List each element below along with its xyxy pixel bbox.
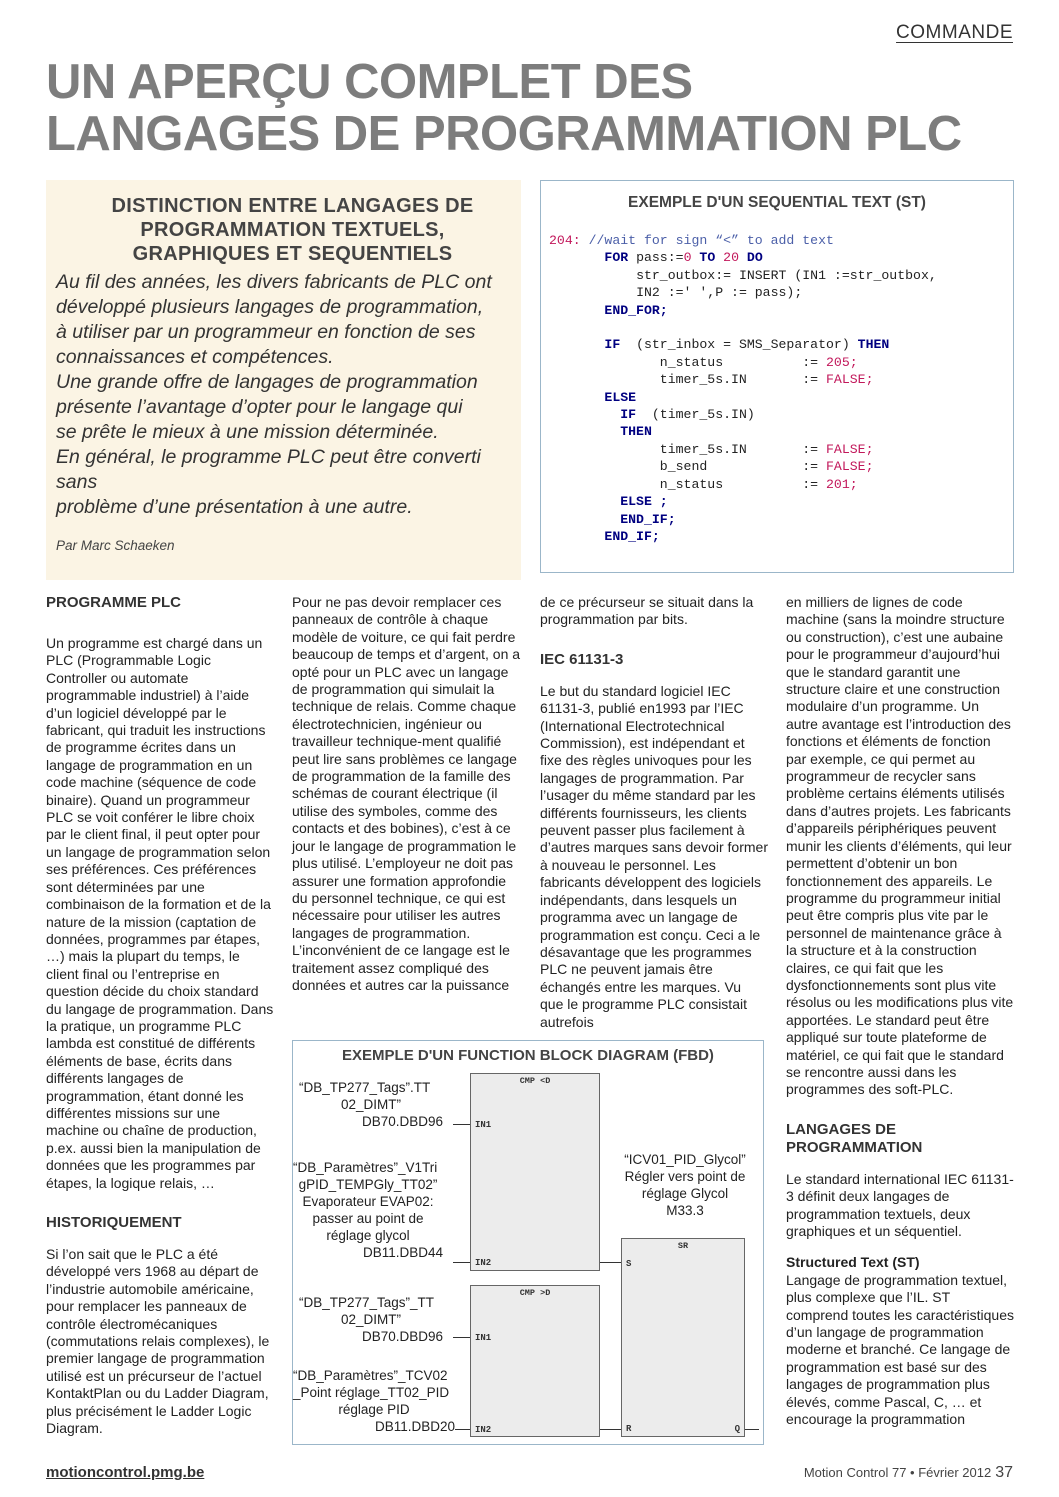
intro-line: se prête le mieux à une mission déterminée. (56, 421, 439, 443)
fbd-label-line: “DB_TP277_Tags”_TT (299, 1295, 435, 1310)
section-heading: HISTORIQUEMENT (46, 1214, 182, 1231)
section-tag: COMMANDE (896, 22, 1013, 43)
section-heading-line1: LANGAGES DE (786, 1120, 897, 1138)
fbd-label-line: “DB_Paramètres”_TCV02 (293, 1368, 448, 1383)
fbd-label-line: passer au point de (312, 1211, 424, 1226)
fbd-label-line: DB70.DBD96 (361, 1114, 443, 1129)
paragraph: en milliers de lignes de code machine (sans la moindre structure ou construction), c’est une aubaine pour le programmeur d’aujourd’hui que le standard garantit une structure claire et une construction modulaire d’un programme. Un autre avantage est l’introduction des fonctions et éléments de fonction par exemple, ce qui permet au programmeur de recycler sans problème certains éléments utilisés dans d’autres projets. Les fabricants d’appareils périphériques peuvent munir les clients d’éléments, qui leur permettent d’obtenir un bon fonctionnement des appareils. Le programme du programmeur initial peut être compris plus vite par le personnel de maintenance grâce à la structure et à la construction claires, ce qui fait que les dysfonctionnements sont plus vite résolus ou les modifications plus vite apportées. Le standard peut être appliqué sur toute plateforme de matériel, ce qui fait que le standard se rencontre aussi dans les programmes des soft-PLC. (786, 594, 1014, 1098)
footer-issue-info (804, 1464, 1013, 1482)
block-title: CMP <D (519, 1076, 551, 1086)
code-keyword: THEN (857, 337, 890, 353)
fbd-label-line: réglage PID (338, 1402, 410, 1417)
intro-line: Une grande offre de langages de programmation (56, 371, 478, 393)
fbd-wire (600, 1262, 621, 1263)
intro-line: à utiliser par un programmeur en fonction de ses (56, 321, 476, 343)
intro-line: présente l’avantage d’opter pour le langage qui (56, 396, 463, 418)
fbd-wire (455, 1429, 470, 1430)
paragraph: Le standard international IEC 61131-3 définit deux langages de programmation textuels, deux graphiques et un séquentiel. (786, 1170, 1014, 1239)
fbd-example-title: EXEMPLE D'UN FUNCTION BLOCK DIAGRAM (FBD) (342, 1047, 714, 1064)
fbd-label-line: réglage glycol (326, 1228, 410, 1243)
code-text: b_send (659, 459, 708, 475)
code-number: FALSE; (826, 372, 874, 388)
intro-line: Au fil des années, les divers fabricants de PLC ont (56, 271, 492, 293)
sub-heading: Structured Text (ST) (786, 1254, 920, 1271)
paragraph: de ce précurseur se situait dans la programmation par bits. (540, 594, 754, 628)
code-keyword: IF (620, 407, 637, 423)
intro-line: problème d’une présentation à une autre. (56, 496, 413, 518)
code-text: := (802, 441, 819, 457)
fbd-label-line: “ICV01_PID_Glycol” (624, 1152, 746, 1167)
code-keyword: END_FOR; (604, 302, 668, 318)
fbd-label-line: gPID_TEMPGly_TT02” (298, 1177, 438, 1192)
fbd-wire (453, 1337, 470, 1338)
fbd-wire (745, 1429, 759, 1430)
section-heading-line2: PROGRAMMATION (786, 1138, 923, 1156)
pin-label: IN1 (475, 1120, 492, 1130)
code-number: FALSE; (826, 459, 874, 475)
intro-heading-line3: GRAPHIQUES ET SEQUENTIELS (132, 243, 453, 265)
fbd-label-line: DB11.DBD20 (374, 1419, 455, 1434)
code-keyword: DO (746, 250, 763, 266)
code-text: := (802, 354, 819, 370)
fbd-label-line: réglage Glycol (641, 1186, 729, 1201)
fbd-label-line: Régler vers point de (624, 1169, 746, 1184)
code-text: (timer_5s.IN) (651, 407, 755, 423)
pin-label: IN2 (475, 1258, 492, 1268)
fbd-operand-label (299, 1294, 443, 1345)
intro-text (56, 270, 521, 520)
code-number: FALSE; (826, 441, 874, 457)
page-number: 37 (995, 1464, 1013, 1481)
section-heading: IEC 61131-3 (540, 650, 624, 668)
page-title-line2: LANGAGES DE PROGRAMMATION PLC (46, 107, 962, 161)
fbd-operand-label (293, 1159, 443, 1261)
paragraph: Langage de programmation textuel, plus complexe que l’IL. ST comprend toutes les caractéristiques d’un langage de programmation moderne et branché. Ce langage de programmation est basé sur des langages de programmation plus élevés, comme Pascal, C, … et encourage la programmation (786, 1271, 1014, 1428)
footer-website-link[interactable]: motioncontrol.pmg.be (46, 1464, 205, 1481)
fbd-label-line: DB70.DBD96 (361, 1329, 443, 1344)
code-keyword: TO (699, 250, 716, 266)
section-heading: PROGRAMME PLC (46, 594, 181, 611)
pin-label: IN2 (475, 1425, 492, 1435)
fbd-wire (453, 1124, 470, 1125)
code-keyword: ELSE (604, 389, 637, 405)
footer-issue: Motion Control 77 • Février 2012 (803, 1465, 992, 1480)
code-keyword: END_IF; (604, 528, 660, 544)
sr-flipflop-block (621, 1238, 745, 1437)
intro-heading-line2: PROGRAMMATION TEXTUELS, (140, 219, 445, 241)
code-text: timer_5s.IN (659, 441, 747, 457)
code-keyword: THEN (620, 424, 652, 440)
page-title-line1: UN APERÇU COMPLET DES (46, 55, 693, 109)
intro-line: développé plusieurs langages de programmation, (56, 296, 484, 318)
code-text: := (802, 372, 819, 388)
pin-label: S (626, 1259, 632, 1269)
intro-heading (56, 194, 509, 266)
fbd-example-box (292, 1040, 764, 1445)
fbd-operand-label (293, 1367, 455, 1435)
paragraph: Le but du standard logiciel IEC 61131-3, publié en1993 par l’IEC (International Electrotechnical Commission), est indépendant et fixe des règles univoques pour les langages de programmation. Par l’usager du même standard par les différents fournisseurs, les clients peuvent passer plus facilement à d’autres marques sans devoir former à nouveau le personnel. Les fabricants développent des logiciels indépendants, dans lesquels un programma avec un langage de programmation est conçu. Ceci a le désavantage que les programmes PLC ne peuvent jamais être échangés entre les marques. Vu que le programme PLC consistait autrefois (540, 682, 768, 1030)
column-1 (46, 594, 274, 1451)
code-text: timer_5s.IN (659, 372, 747, 388)
code-line-number: 204: (549, 233, 581, 248)
byline: Par Marc Schaeken (56, 538, 175, 553)
fbd-label-line: _Point réglage_TT02_PID (293, 1385, 450, 1400)
code-keyword: END_IF; (620, 511, 676, 527)
st-example-box (540, 180, 1014, 573)
block-title: SR (677, 1241, 689, 1251)
code-text: n_status (659, 476, 724, 492)
intro-box (46, 180, 521, 580)
block-title: CMP >D (519, 1288, 551, 1298)
paragraph: Pour ne pas devoir remplacer ces panneaux de contrôle à chaque modèle de voiture, ce qui fait perdre beaucoup de temps et d’argent, on a opté pour un PLC avec un langage de programmation qui simulait la technique de relais. Comme chaque électrotechnicien, ingénieur ou travailleur technique-ment qualifié peut lire sans problèmes ce langage de programmation de la famille des schémas de courant électrique (il utilise des symboles, comme des contacts et des bobines), c’est à ce jour le langage de programmation le plus utilisé. L’employeur ne doit pas assurer une formation approfondie du personnel technique, ce qui est nécessaire pour utiliser les autres langages de programmation. L’inconvénient de ce langage est le traitement assez compliqué des données et autres car la puissance (292, 594, 521, 993)
pin-label: R (626, 1424, 632, 1434)
pin-label: IN1 (475, 1333, 492, 1343)
fbd-operand-label (299, 1079, 443, 1130)
paragraph: Un programme est chargé dans un PLC (Programmable Logic Controller ou automate programmable industriel) à l’aide d’un logiciel développé par le fabricant, qui traduit les instructions de programme écrites dans un langage de programmation en un code machine (séquence de code binaire). Quand un programmeur PLC se voit conférer le libre choix par le client final, il peut opter pour un langage de programmation selon ses préférences. Ces préférences sont déterminées par une combinaison de la formation et de la nature de la mission (captation de données, programmes par étapes, …) mais la plupart du temps, le client final ou l’entreprise en question décide du choix standard du langage de programmation. Dans la pratique, un programme PLC lambda est constitué de différents éléments de base, écrits dans différents langages de programmation, étant donné les différentes missions sur une machine ou chaîne de production, p.ex. aussi bien la manipulation de données que les programmes par étapes, la logique relais, … (46, 635, 274, 1191)
code-keyword: IF (604, 337, 621, 353)
fbd-wire (600, 1429, 621, 1430)
code-keyword: FOR (604, 250, 629, 266)
code-number: 0 (683, 250, 692, 266)
code-keyword: ELSE ; (620, 494, 668, 510)
section-heading (786, 1121, 1014, 1157)
code-text: := (802, 476, 819, 492)
code-number: 201; (826, 476, 858, 492)
st-code (549, 232, 1013, 545)
paragraph: Si l’on sait que le PLC a été développé vers 1968 au départ de l’industrie automobile américaine, pour remplacer les panneaux de contrôle électromécaniques (commutations relais complexes), le premier langage de programmation utilisé est un précurseur de l’actuel KontaktPlan ou du Ladder Diagram, plus précisément le Ladder Logic Diagram. (46, 1246, 270, 1437)
code-text: str_outbox:= INSERT (IN1 :=str_outbox, (636, 267, 937, 283)
intro-line: connaissances et compétences. (56, 346, 334, 368)
fbd-label-line: M33.3 (666, 1203, 704, 1218)
pin-label: Q (734, 1424, 740, 1434)
code-text: pass:= (628, 250, 684, 266)
fbd-label-line: DB11.DBD44 (362, 1245, 443, 1260)
code-number: 205; (826, 354, 858, 370)
code-comment: //wait for sign “<” to add text (588, 233, 834, 248)
cmp-greater-block (470, 1285, 600, 1437)
intro-line: En général, le programme PLC peut être converti sans (56, 446, 481, 493)
column-2 (292, 594, 522, 1008)
code-text: IN2 :=' ',P := pass); (636, 285, 803, 301)
column-3 (540, 594, 768, 1045)
column-4 (786, 594, 1014, 1442)
fbd-label-line: Evaporateur EVAP02: (302, 1194, 434, 1209)
page-title (46, 56, 1006, 160)
cmp-less-block (470, 1073, 600, 1271)
code-text: := (802, 459, 819, 475)
fbd-label-line: 02_DIMT” (340, 1097, 401, 1112)
code-text: n_status (659, 354, 724, 370)
fbd-output-label (615, 1151, 755, 1219)
code-number: 20 (723, 250, 739, 266)
st-example-title: EXEMPLE D'UN SEQUENTIAL TEXT (ST) (628, 194, 926, 211)
fbd-label-line: “DB_TP277_Tags”.TT (299, 1080, 431, 1095)
intro-heading-line1: DISTINCTION ENTRE LANGAGES DE (111, 195, 474, 217)
code-text: (str_inbox = SMS_Separator) (636, 337, 850, 353)
fbd-wire (453, 1262, 470, 1263)
fbd-label-line: 02_DIMT” (340, 1312, 401, 1327)
fbd-label-line: “DB_Paramètres”_V1Tri (293, 1160, 438, 1175)
